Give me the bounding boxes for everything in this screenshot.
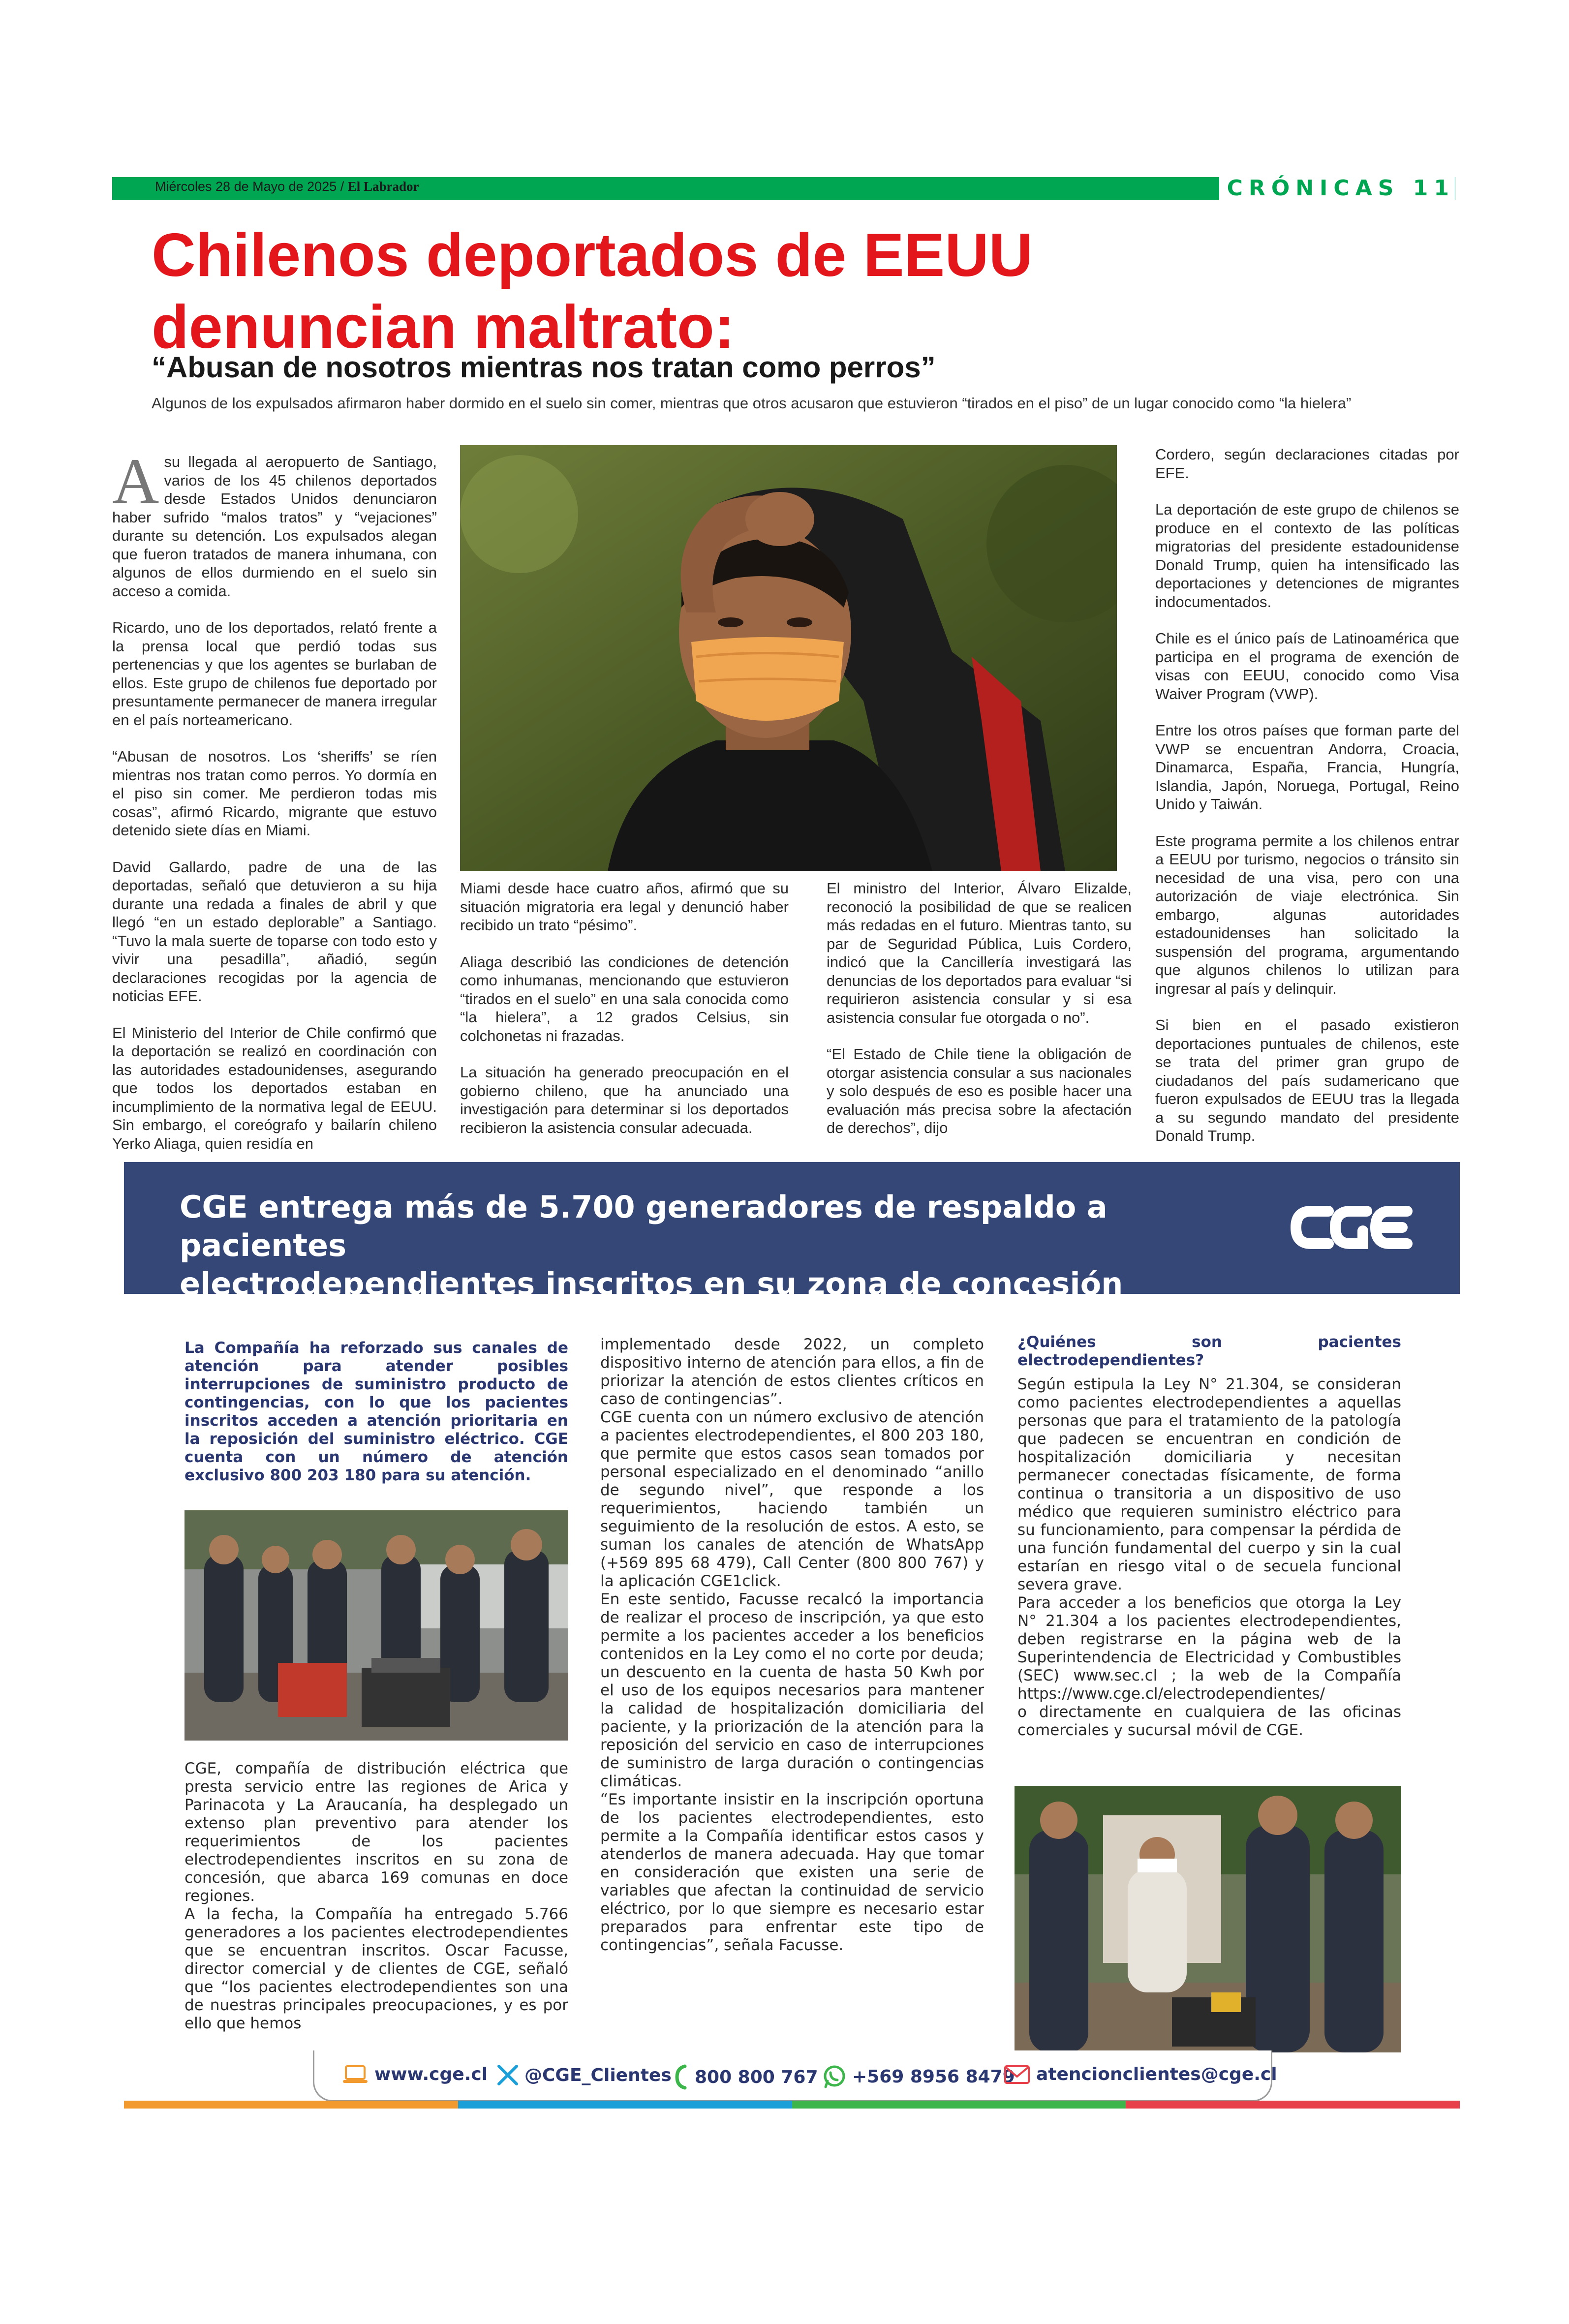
stripe-red	[1126, 2101, 1460, 2109]
headline-line-2: denuncian maltrato:	[152, 293, 735, 361]
contact-web[interactable]	[342, 2064, 488, 2084]
paragraph: El Ministerio del Interior de Chile confirmó que la deportación se realizó en coordinación con las autoridades estadounidenses, asegurando que todos los deportados estaban en incumplimiento de la normativa legal de EEUU. Sin embargo, el coreógrafo y bailarín chileno Yerko Aliaga, quien residía en	[112, 1024, 437, 1152]
cge-column-3	[1017, 1333, 1401, 1740]
contact-whatsapp-label: +569 8956 8479	[852, 2066, 1015, 2087]
stripe-orange	[124, 2101, 458, 2109]
cge-question-heading: ¿Quiénes son pacientes electrodependientes?	[1017, 1333, 1401, 1369]
banner-title-line-1: CGE entrega más de 5.700 generadores de respaldo a pacientes	[180, 1189, 1108, 1263]
paragraph: Cordero, según declaraciones citadas por EFE.	[1155, 446, 1459, 482]
contact-whatsapp[interactable]	[822, 2064, 1015, 2089]
paragraph: La deportación de este grupo de chilenos se produce en el contexto de las políticas migratorias del presidente estadounidense Donald Trump, quien ha intensificado las deportaciones y detenciones de migrantes indocumentados.	[1155, 501, 1459, 611]
stripe-green	[792, 2101, 1126, 2109]
phone-icon	[674, 2064, 689, 2090]
x-logo-icon	[497, 2064, 519, 2086]
article-column-4	[1155, 445, 1459, 1145]
article-headline	[152, 219, 1283, 363]
paragraph: Asu llegada al aeropuerto de Santiago, varios de los 45 chilenos deportados desde Estados Unidos denunciaron haber sufrido “malos tratos” y “vejaciones” durante su detención. Los expulsados alegan que fueron tratados de manera inhumana, con algunos de ellos durmiendo en el suelo sin acceso a comida.	[112, 445, 437, 600]
headline-line-1: Chilenos deportados de EEUU	[152, 221, 1033, 289]
paragraph: Según estipula la Ley N° 21.304, se consideran como pacientes electrodependientes a aquellas personas que para el tratamiento de la patología que padecen se encuentran en condición de hospitalización domiciliaria y necesitan permanecer conectadas físicamente, de forma continua o transitoria a un dispositivo de uso médico que requieren suministro eléctrico para su funcionamiento, para compensar la pérdida de una función fundamental del cuerpo y sin la cual estarían en riesgo vital o de secuela funcional severa grave.	[1017, 1376, 1401, 1593]
paragraph: Miami desde hace cuatro años, afirmó que su situación migratoria era legal y denunció haber recibido un trato “pésimo”.	[460, 880, 789, 934]
contact-email-label: atencionclientes@cge.cl	[1036, 2064, 1277, 2084]
paragraph: Ricardo, uno de los deportados, relató frente a la prensa local que perdió todas sus pertenencias y que los agentes se burlaban de ellos. Este grupo de chilenos fue deportado por presuntamente permanecer de manera irregular en el país norteamericano.	[112, 619, 437, 729]
paragraph: Para acceder a los beneficios que otorga la Ley N° 21.304 a los pacientes electrodependientes, deben registrarse en la página web de la Superintendencia de Electricidad y Combustibles (SEC) www.sec.cl ; la web de la Compañía https://www.cge.cl/electrodependientes/	[1017, 1594, 1401, 1703]
paragraph: “Abusan de nosotros. Los ‘sheriffs’ se ríen mientras nos tratan como perros. Yo dormía en el piso sin comer. Me perdieron todas mis cosas”, afirmó Ricardo, migrante que estuvo detenido siete días en Miami.	[112, 748, 437, 839]
contact-x[interactable]	[497, 2064, 672, 2086]
laptop-icon	[342, 2065, 369, 2084]
whatsapp-icon	[822, 2064, 846, 2089]
paragraph: David Gallardo, padre de una de las deportadas, señaló que detuvieron a su hija durante una redada a finales de abril y que llegó “en un estado deplorable” a Santiago. “Tuvo la mala suerte de toparse con todo esto y vivir una pesadilla”, añadió, según declaraciones recogidas por la agencia de noticias EFE.	[112, 858, 437, 1005]
contact-email[interactable]	[1004, 2064, 1277, 2084]
stripe-blue	[458, 2101, 792, 2109]
paragraph: o directamente en cualquiera de las oficinas comerciales y sucursal móvil de CGE.	[1017, 1703, 1401, 1739]
paragraph: Si bien en el pasado existieron deportaciones puntuales de chilenos, este se trata del primer gran grupo de ciudadanos del país sudamericano que fueron expulsados de EEUU tras la llegada a su segundo mandato del presidente Donald Trump.	[1155, 1016, 1459, 1144]
article-column-1	[112, 445, 437, 1153]
cge-logo	[1289, 1200, 1417, 1254]
deportee-photo	[460, 445, 1117, 871]
paragraph: “Es importante insistir en la inscripción oportuna de los pacientes electrodependientes, esto permite a la Compañía identificar estos casos y atenderlos de manera adecuada. Hay que tomar en consideración que existen una serie de variables que afectan la continuidad de servicio eléctrico, por lo que siempre es necesario estar preparados para enfrentar este tipo de contingencias”, señala Facusse.	[600, 1791, 984, 1954]
paragraph: El ministro del Interior, Álvaro Elizalde, reconoció la posibilidad de que se realicen más redadas en el futuro. Mientras tanto, su par de Seguridad Pública, Luis Cordero, indicó que la Cancillería investigará las denuncias de los deportados para evaluar “si requirieron asistencia consular y si esa asistencia consular fue otorgada o no”.	[827, 880, 1132, 1026]
paragraph: implementado desde 2022, un completo dispositivo interno de atención para ellos, a fin de priorizar la atención de estos clientes críticos en caso de contingencias”.	[600, 1336, 984, 1408]
header-date: Miércoles 28 de Mayo de 2025 / El Labrador	[155, 179, 419, 194]
paragraph: Este programa permite a los chilenos entrar a EEUU por turismo, negocios o tránsito sin necesidad de una visa, pero con una autorización de viaje electrónica. Sin embargo, algunas autoridades estadounidenses han solicitado la suspensión del programa, argumentando que algunos chilenos lo utilizan para ingresar al país y delinquir.	[1155, 832, 1459, 997]
contact-phone-label: 800 800 767	[695, 2067, 818, 2087]
home-visit-photo	[1015, 1786, 1401, 2052]
paragraph: Chile es el único país de Latinoamérica que participa en el programa de exención de visas con EEUU, conocido como Visa Waiver Program (VWP).	[1155, 630, 1459, 703]
paragraph: A la fecha, la Compañía ha entregado 5.766 generadores a los pacientes electrodependientes que se encuentran inscritos. Oscar Facusse, director comercial y de clientes de CGE, señaló que “los pacientes electrodependientes son una de nuestras principales preocupaciones, y es por ello que hemos	[185, 1905, 568, 2032]
contact-phone[interactable]	[674, 2064, 818, 2090]
paragraph: Entre los otros países que forman parte del VWP se encuentran Andorra, Croacia, Dinamarca, España, Francia, Hungría, Islandia, Japón, Noruega, Portugal, Reino Unido y Taiwán.	[1155, 722, 1459, 813]
paragraph: En este sentido, Facusse recalcó la importancia de realizar el proceso de inscripción, ya que esto permite a los pacientes acceder a los beneficios contenidos en la Ley como el no corte por deuda; un descuento en la cuenta de hasta 50 Kwh por el uso de los equipos necesarios para mantener la calidad de hospitalización domiciliaria del paciente, y la priorización de la atención para la reposición del servicio en caso de interrupciones de suministro de larga duración o contingencias climáticas.	[600, 1590, 984, 1790]
article-column-3	[827, 879, 1132, 1137]
color-stripe	[124, 2101, 1460, 2109]
cge-column-2	[600, 1336, 984, 1955]
paragraph: CGE, compañía de distribución eléctrica que presta servicio entre las regiones de Arica y Parinacota y La Araucanía, ha desplegado un extenso plan preventivo para atender los requerimientos de los pacientes electrodependientes inscritos en su zona de concesión, que abarca 169 comunas en doce regiones.	[185, 1760, 568, 1905]
cge-lede: La Compañía ha reforzado sus canales de atención para atender posibles interrupciones de suministro producto de contingencias, con lo que los pacientes inscritos acceden a atención prioritaria en la reposición del suministro eléctrico. CGE cuenta con un número de atención exclusivo 800 203 180 para su atención.	[185, 1339, 568, 1484]
contact-web-label: www.cge.cl	[374, 2064, 488, 2084]
section-page-label: CRÓNICAS 11	[1219, 175, 1455, 202]
paragraph: Aliaga describió las condiciones de detención como inhumanas, mencionando que estuvieron “tirados en el suelo” en una sala conocida como “la hielera”, a 12 grados Celsius, sin colchonetas ni frazadas.	[460, 953, 789, 1044]
paragraph: “El Estado de Chile tiene la obligación de otorgar asistencia consular a sus nacionales y solo después de eso es posible hacer una evaluación más precisa sobre la afectación de derechos”, dijo	[827, 1045, 1132, 1136]
paragraph: La situación ha generado preocupación en el gobierno chileno, que ha anunciado una investigación para determinar si los deportados recibieron la asistencia consular adecuada.	[460, 1064, 789, 1136]
article-lede: Algunos de los expulsados afirmaron haber dormido en el suelo sin comer, mientras que otros acusaron que estuvieron “tirados en el piso” de un lugar conocido como “la hielera”	[152, 395, 1352, 412]
newspaper-name: El Labrador	[347, 179, 419, 194]
cge-banner-title	[180, 1188, 1262, 1303]
generator-delivery-photo	[185, 1510, 568, 1741]
paragraph: CGE cuenta con un número exclusivo de atención a pacientes electrodependientes, el 800 203 180, que permite que estos casos sean tomados por personal especializado en el denominado “anillo de segundo nivel”, que responde a los requerimientos, haciendo también un seguimiento de la resolución de estos. A esto, se suman los canales de atención de WhatsApp (+569 895 68 479), Call Center (800 800 767) y la aplicación CGE1click.	[600, 1408, 984, 1590]
mail-icon	[1004, 2065, 1030, 2084]
dropcap: A	[112, 445, 159, 517]
article-subheadline: “Abusan de nosotros mientras nos tratan como perros”	[152, 351, 936, 384]
contact-x-label: @CGE_Clientes	[524, 2065, 672, 2085]
article-column-2	[460, 879, 789, 1137]
banner-title-line-2: electrodependientes inscritos en su zona de concesión	[180, 1266, 1123, 1302]
cge-column-1	[185, 1760, 568, 2033]
